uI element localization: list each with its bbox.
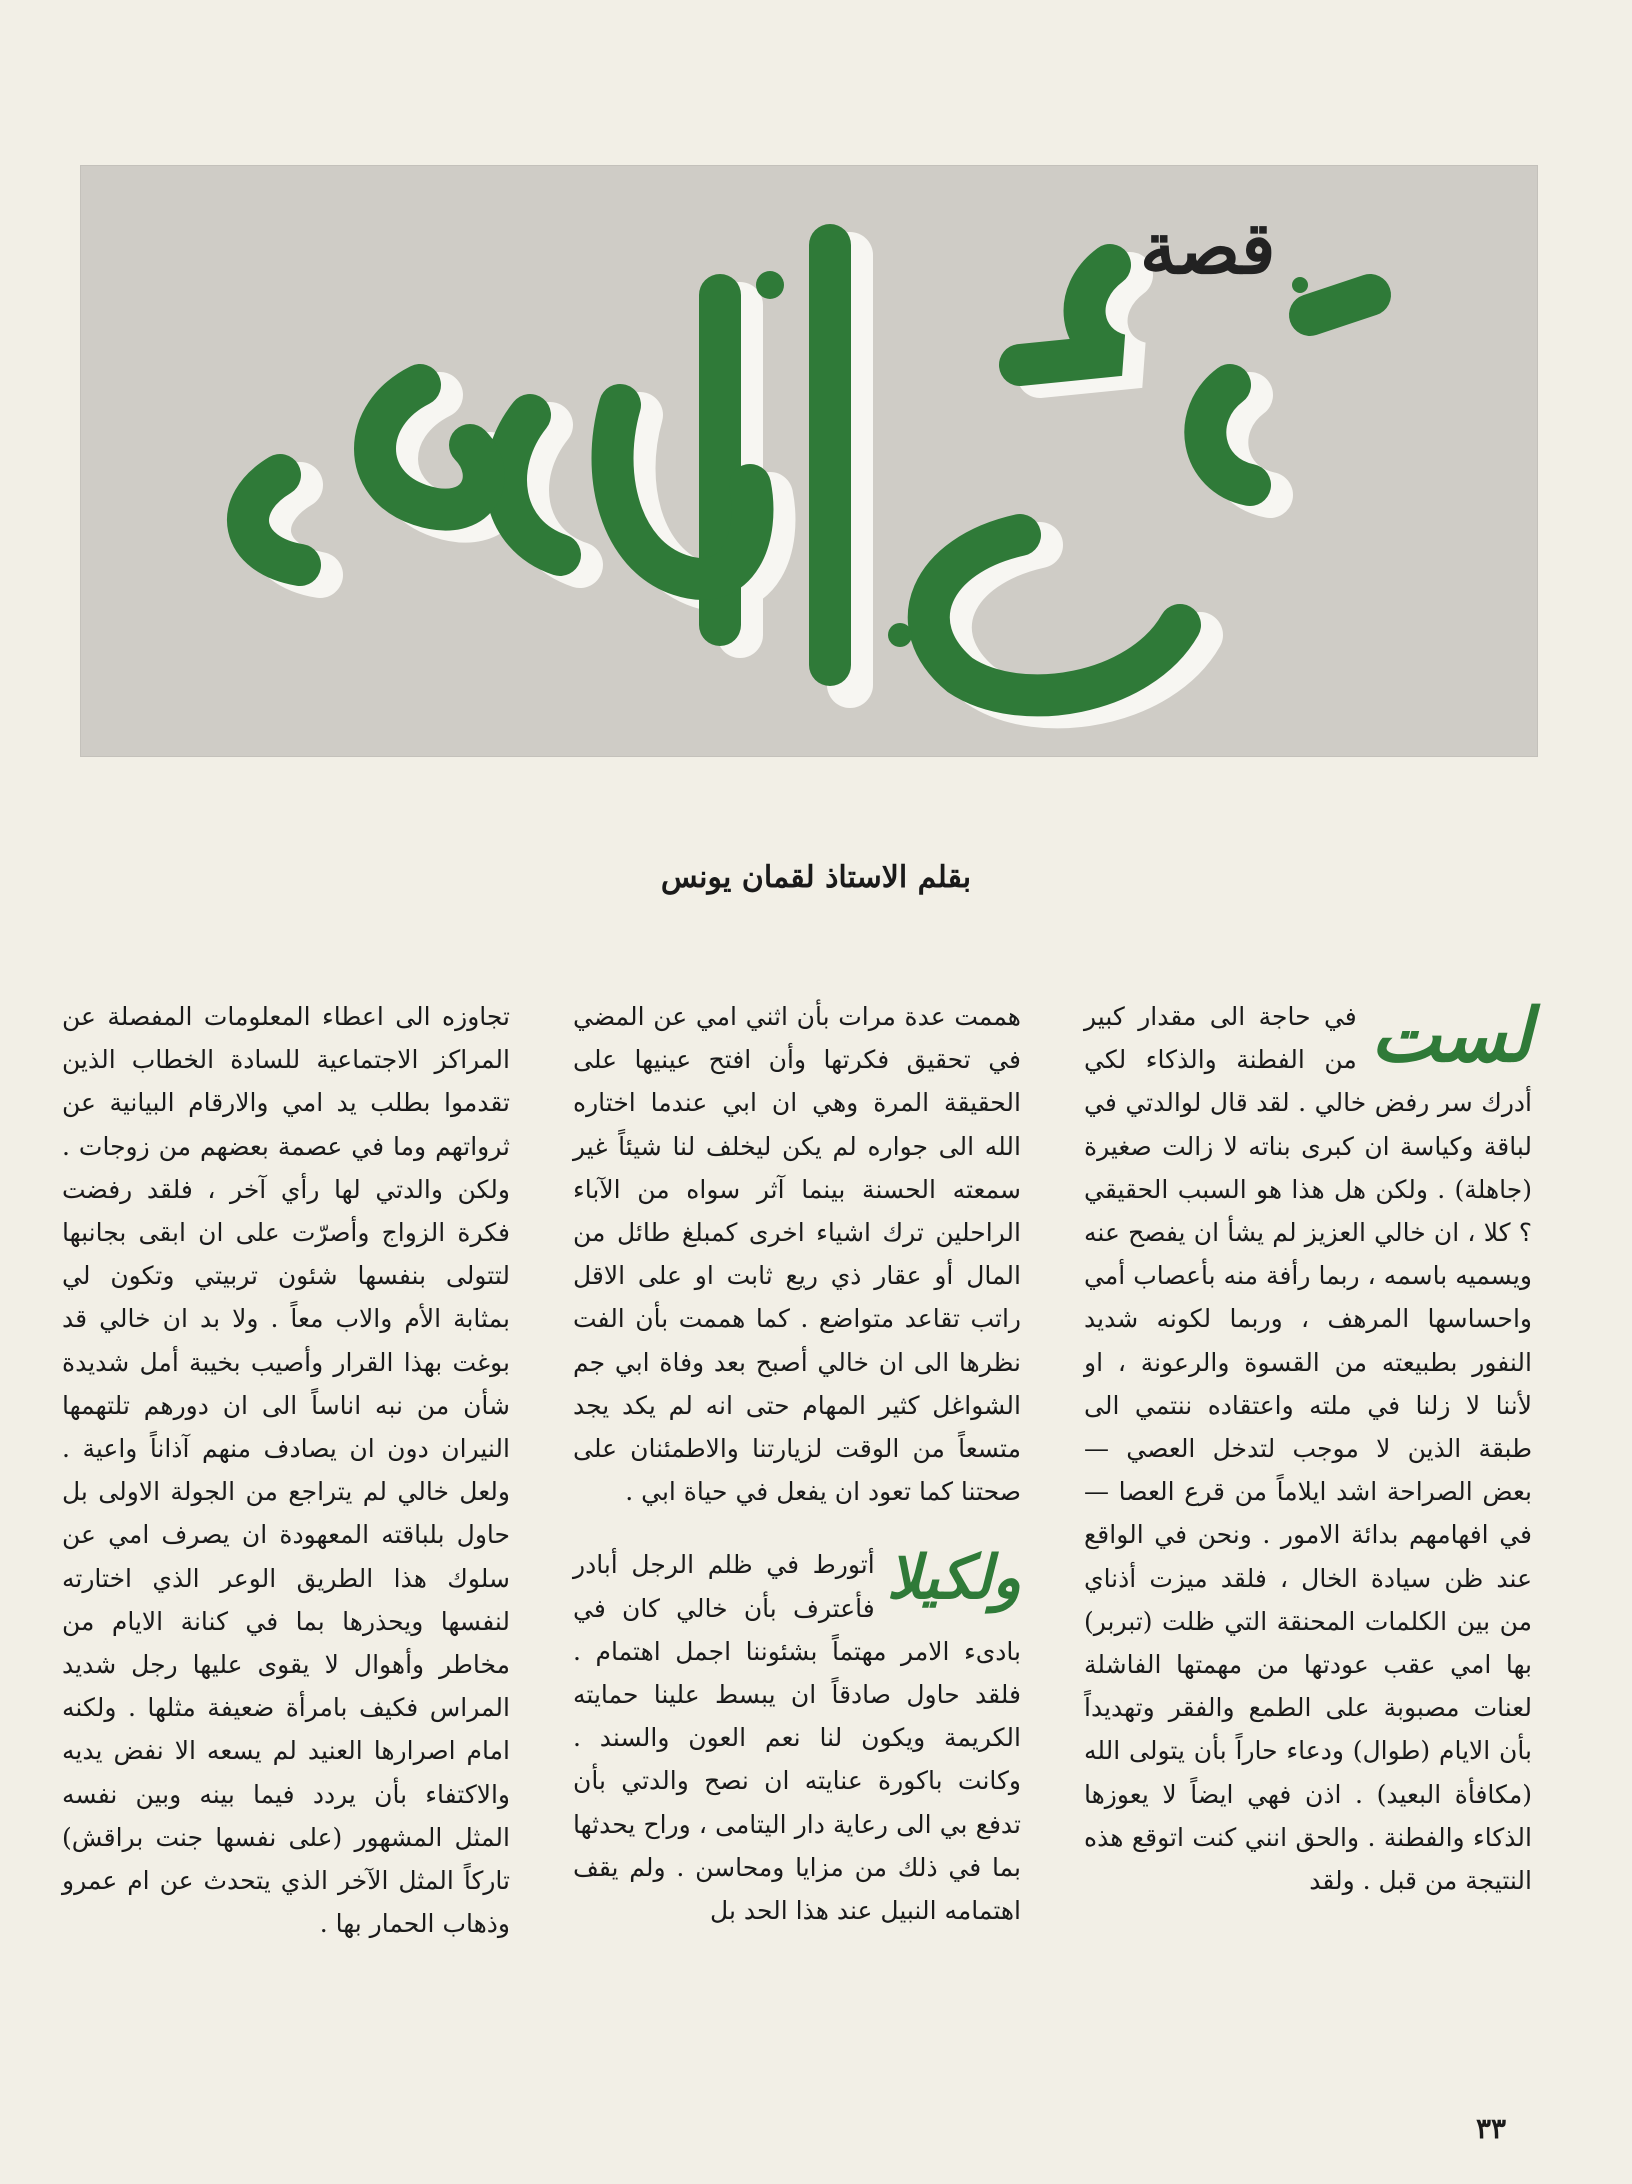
author-byline: بقلم الاستاذ لقمان يونس xyxy=(660,860,972,895)
page-number: ٣٣ xyxy=(1476,2112,1507,2145)
article-column-1 xyxy=(1084,995,1532,2045)
column-3-text: تجاوزه الى اعطاء المعلومات المفصلة عن المراكز الاجتماعية للسادة الخطاب الذين تقدموا بطلب يد امي والارقام البيانية عن ثرواتهم وما في عصمة بعضهم من زوجات . ولكن والدتي لها رأي آخر ، فلقد رفضت فكرة الزواج وأصرّت على ان ابقى بجانبها لتتولى بنفسها شئون تربيتي وتكون لي بمثابة الأم والاب معاً . ولا بد ان خالي قد بوغت بهذا القرار وأصيب بخيبة أمل شديدة شأن من نبه اناساً الى ان دورهم تلتهمها النيران دون ان يصادف منهم آذاناً واعية . ولعل خالي لم يتراجع من الجولة الاولى بل حاول بلباقته المعهودة ان يصرف امي عن سلوك هذا الطريق الوعر الذي اختارته لنفسها ويحذرها بما في كنانة الايام من مخاطر وأهوال لا يقوى عليها رجل شديد المراس فكيف بامرأة ضعيفة مثلها . ولكنه امام اصرارها العنيد لم يسعه الا نفض يديه والاكتفاء بأن يردد فيما بينه وبين نفسه المثل المشهور (على نفسها جنت براقش) تاركاً المثل الآخر الذي يتحدث عن ام عمرو وذهاب الحمار بها . xyxy=(62,1002,510,1939)
title-banner xyxy=(80,165,1538,757)
article-body xyxy=(62,995,1532,2045)
article-column-2 xyxy=(573,995,1021,2045)
column-2-paragraph-2: أتورط في ظلم الرجل أبادر فأعترف بأن خالي كان في بادىء الامر مهتماً بشئوننا اجمل اهتمام . فلقد حاول صادقاً ان يبسط علينا حمايته الكريمة ويكون لنا نعم العون والسند . وكانت باكورة عنايته ان نصح والدتي بأن تدفع بي الى رعاية دار اليتامى ، وراح يحدثها بما في ذلك من مزايا ومحاسن . ولم يقف اهتمامه النبيل عند هذا الحد بل xyxy=(573,1550,1021,1926)
article-column-3 xyxy=(62,995,510,2045)
column-2-paragraph-1: هممت عدة مرات بأن اثني امي عن المضي في تحقيق فكرتها وأن افتح عينيها على الحقيقة المرة وهي ان ابي عندما اختاره الله الى جواره لم يكن ليخلف لنا شيئاً غير سمعته الحسنة بينما آثر سواه من الآباء الراحلين ترك اشياء اخرى كمبلغ طائل من المال أو عقار ذي ريع ثابت او على الاقل راتب تقاعد متواضع . كما هممت بأن الفت نظرها الى ان خالي أصبح بعد وفاة ابي جم الشواغل كثير المهام حتى انه لم يكد يجد متسعاً من الوقت لزيارتنا والاطمئنان على صحتنا كما تعود ان يفعل في حياة ابي . xyxy=(573,1002,1021,1507)
banner-label: قصة xyxy=(1140,205,1276,290)
column-1-text: في حاجة الى مقدار كبير من الفطنة والذكاء لكي أدرك سر رفض خالي . لقد قال لوالدتي في لباقة وكياسة ان كبرى بناته لا زالت صغيرة (جاهلة) . ولكن هل هذا هو السبب الحقيقي ؟ كلا ، ان خالي العزيز لم يشأ ان يفصح عنه ويسميه باسمه ، ربما رأفة منه بأعصاب أمي واحساسها المرهف ، وربما لكونه شديد النفور بطبيعته من القسوة والرعونة ، او لأننا لا زلنا في ملته واعتقاده ننتمي الى طبقة الذين لا موجب لتدخل العصي — بعض الصراحة اشد ايلاماً من قرع العصا — في افهامهم بدائة الامور . ونحن في الواقع عند ظن سيادة الخال ، فلقد ميزت أذناي من بين الكلمات المحنقة التي ظلت (تبربر) بها امي عقب عودتها من مهمتها الفاشلة لعنات مصبوبة على الطمع والفقر وتهديداً بأن الايام (طوال) ودعاء حاراً بأن يتولى الله (مكافأة البعيد) . اذن فهي ايضاً لا يعوزها الذكاء والفطنة . والحق انني كنت اتوقع هذه النتيجة من قبل . ولقد xyxy=(1084,1002,1532,1896)
drop-cap-word-2: ولكيلا xyxy=(886,1543,1021,1614)
drop-cap-word: لست xyxy=(1370,993,1532,1079)
